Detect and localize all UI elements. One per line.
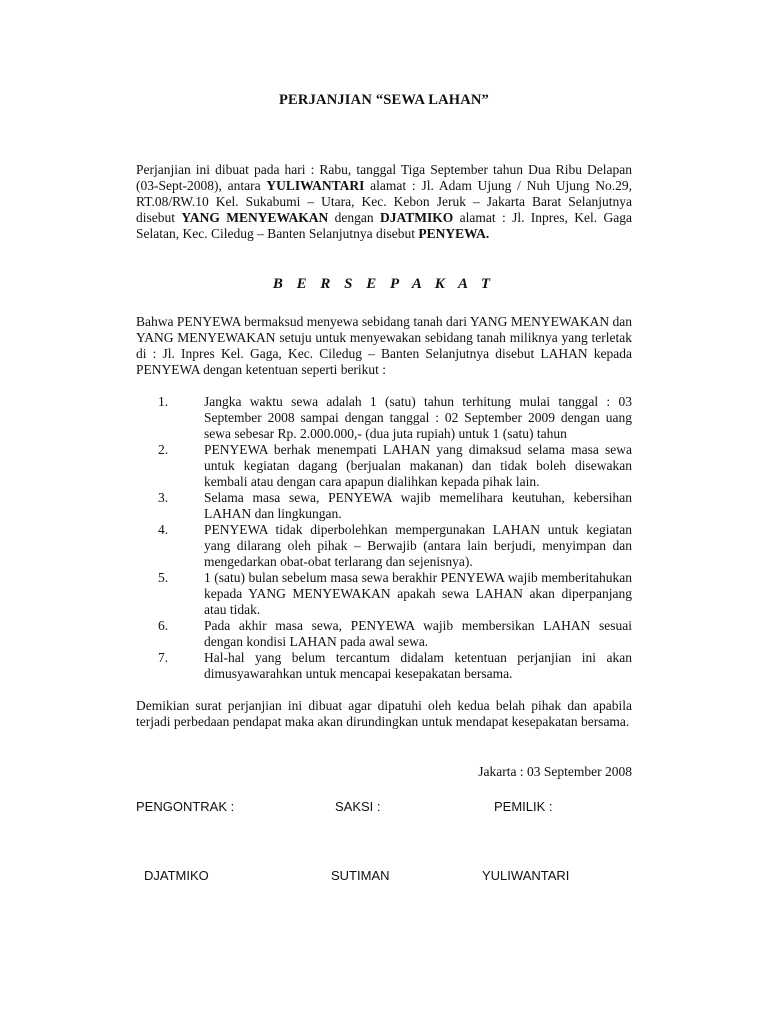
list-item: [136, 522, 632, 570]
purpose-paragraph: Bahwa PENYEWA bermaksud menyewa sebidang tanah dari YANG MENYEWAKAN dan YANG MENYEWAKAN setuju untuk menyewakan sebidang tanah miliknya yang terletak di : Jl. Inpres Kel. Gaga, Kec. Ciledug – Banten Selanjutnya disebut LAHAN kepada PENYEWA dengan ketentuan seperti berikut :: [136, 314, 632, 377]
list-item: [136, 618, 632, 650]
closing-paragraph: Demikian surat perjanjian ini dibuat agar dipatuhi oleh kedua belah pihak dan apabila terjadi perbedaan pendapat maka akan dirundingkan untuk mendapat kesepakatan bersama.: [136, 698, 632, 729]
list-item-text: PENYEWA tidak diperbolehkan mempergunakan LAHAN untuk kegiatan yang dilarang oleh pihak – Berwajib (antara lain berjudi, menyimpan dan mengedarkan obat-obat terlarang dan sejenisnya).: [204, 522, 632, 569]
list-item-number: 7.: [158, 650, 169, 665]
owner-role-label: YANG MENYEWAKAN: [181, 210, 329, 225]
list-item-number: 5.: [158, 570, 169, 585]
place-date: Jakarta : 03 September 2008: [478, 764, 632, 779]
intro-text-1: Perjanjian ini dibuat pada hari : Rabu, tanggal Tiga September tahun Dua Ribu Delapan (03-Sept-2008), antara: [136, 162, 632, 193]
party-tenant-name: DJATMIKO: [379, 210, 454, 225]
tenant-role-label: PENYEWA.: [418, 226, 490, 241]
signature-name-owner: YULIWANTARI: [482, 868, 570, 883]
list-item-text: Jangka waktu sewa adalah 1 (satu) tahun terhitung mulai tanggal : 03 September 2008 sampai dengan tanggal : 02 September 2009 dengan uang sewa sebesar Rp. 2.000.000,- (dua juta rupiah) untuk 1 (satu) tahun: [204, 394, 632, 441]
party-owner-name: YULIWANTARI: [266, 178, 365, 193]
list-item: [136, 650, 632, 682]
signature-role-owner: PEMILIK :: [494, 799, 553, 814]
list-item-number: 2.: [158, 442, 169, 457]
list-item-text: PENYEWA berhak menempati LAHAN yang dimaksud selama masa sewa untuk kegiatan dagang (berjualan makanan) dan tidak boleh disewakan kembali atau dengan cara apapun dialihkan kepada pihak lain.: [204, 442, 632, 489]
list-item: [136, 490, 632, 522]
list-item-number: 4.: [158, 522, 169, 537]
list-item-text: 1 (satu) bulan sebelum masa sewa berakhir PENYEWA wajib memberitahukan kepada YANG MENYEWAKAN apakah sewa LAHAN akan diperpanjang atau tidak.: [204, 570, 632, 617]
agreement-heading: B E R S E P A K A T: [272, 276, 496, 292]
list-item-number: 3.: [158, 490, 169, 505]
list-item: [136, 442, 632, 490]
signature-role-witness: SAKSI :: [335, 799, 381, 814]
terms-list: [136, 394, 632, 682]
list-item-text: Hal-hal yang belum tercantum didalam ketentuan perjanjian ini akan dimusyawarahkan untuk mencapai kesepakatan bersama.: [204, 650, 632, 681]
intro-text-2: alamat : Jl. Adam Ujung / Nuh Ujung No.29, RT.08/RW.10 Kel. Sukabumi – Utara, Kec. Kebon Jeruk – Jakarta Barat Selanjutnya disebut: [136, 178, 632, 225]
list-item-number: 6.: [158, 618, 169, 633]
intro-paragraph: [136, 162, 632, 242]
intro-text-3: dengan: [328, 210, 380, 225]
list-item: [136, 570, 632, 618]
document-title: PERJANJIAN “SEWA LAHAN”: [278, 92, 490, 108]
list-item-text: Pada akhir masa sewa, PENYEWA wajib membersikan LAHAN sesuai dengan kondisi LAHAN pada awal sewa.: [204, 618, 632, 649]
signature-name-witness: SUTIMAN: [331, 868, 390, 883]
signature-name-tenant: DJATMIKO: [144, 868, 209, 883]
signature-role-tenant: PENGONTRAK :: [136, 799, 235, 814]
list-item-text: Selama masa sewa, PENYEWA wajib memelihara keutuhan, kebersihan LAHAN dan lingkungan.: [204, 490, 632, 521]
list-item-number: 1.: [158, 394, 169, 409]
intro-text-4: alamat : Jl. Inpres, Kel. Gaga Selatan, Kec. Ciledug – Banten Selanjutnya disebut: [136, 210, 633, 241]
list-item: [136, 394, 632, 442]
